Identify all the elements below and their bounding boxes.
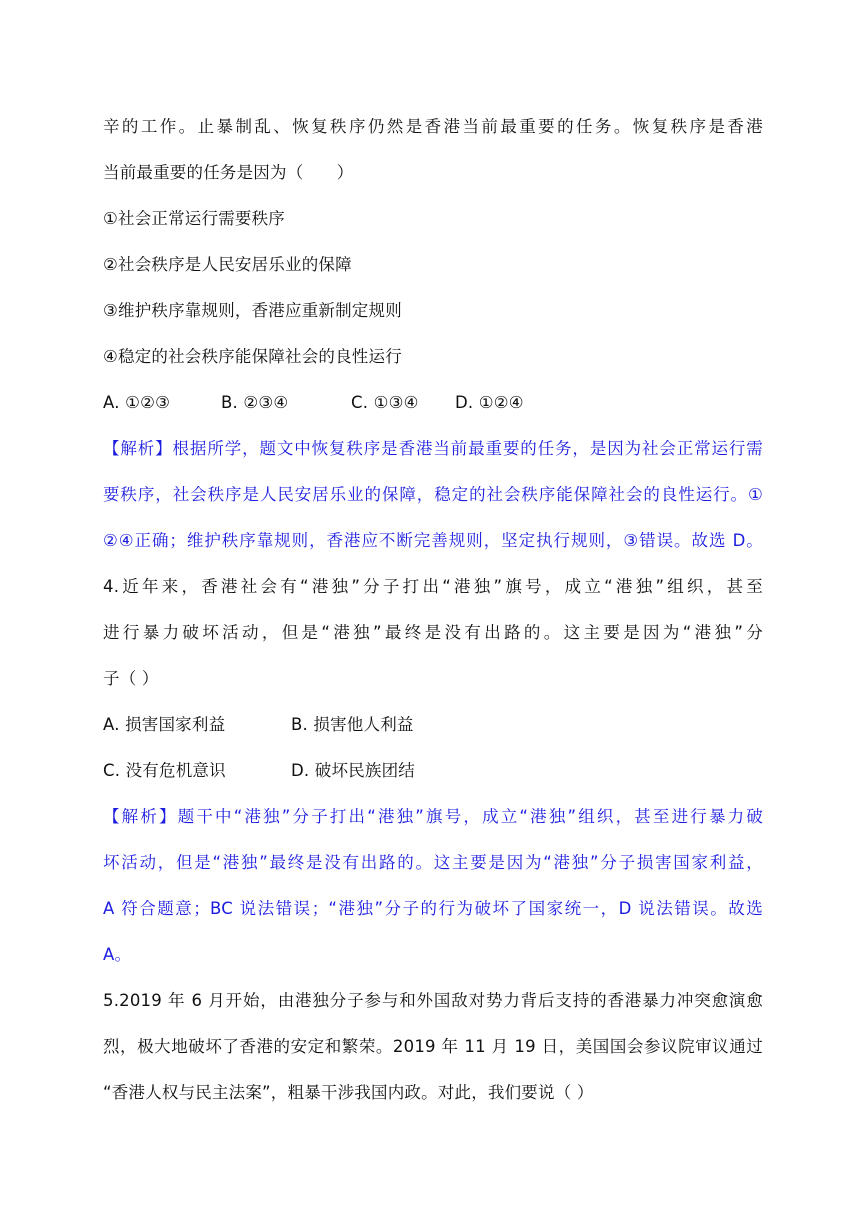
q3-analysis-line-3: ②④正确；维护秩序靠规则，香港应不断完善规则，坚定执行规则，③错误。故选 D。 — [103, 531, 763, 550]
q4-stem-line-3: 子（ ） — [103, 669, 159, 688]
q4-option-b: B. 损害他人利益 — [291, 715, 414, 734]
q3-option-d: D. ①②④ — [455, 393, 524, 412]
q4-stem-line-2: 进行暴力破坏活动，但是“港独”最终是没有出路的。这主要是因为“港独”分 — [103, 623, 763, 642]
q3-option-c: C. ①③④ — [351, 393, 419, 412]
q4-stem-line-1: 4.近年来，香港社会有“港独”分子打出“港独”旗号，成立“港独”组织，甚至 — [103, 577, 763, 596]
q4-analysis-line-1: 【解析】题干中“港独”分子打出“港独”旗号，成立“港独”组织，甚至进行暴力破 — [103, 807, 763, 826]
q4-option-d: D. 破坏民族团结 — [291, 761, 415, 780]
q3-item-4: ④稳定的社会秩序能保障社会的良性运行 — [103, 347, 402, 366]
q4-analysis-line-2: 坏活动，但是“港独”最终是没有出路的。这主要是因为“港独”分子损害国家利益， — [103, 853, 763, 872]
q3-stem-line-1: 辛的工作。止暴制乱、恢复秩序仍然是香港当前最重要的任务。恢复秩序是香港 — [103, 117, 763, 136]
q3-item-3: ③维护秩序靠规则，香港应重新制定规则 — [103, 301, 402, 320]
q3-analysis-line-2: 要秩序，社会秩序是人民安居乐业的保障，稳定的社会秩序能保障社会的良性运行。① — [103, 485, 763, 504]
q5-stem-line-1: 5.2019 年 6 月开始，由港独分子参与和外国敌对势力背后支持的香港暴力冲突愈演愈 — [103, 991, 763, 1010]
q5-stem-line-3: “香港人权与民主法案”，粗暴干涉我国内政。对此，我们要说（ ） — [103, 1083, 594, 1102]
q4-option-c: C. 没有危机意识 — [103, 761, 226, 780]
document-page — [103, 104, 763, 1116]
q4-options-row-1 — [103, 702, 763, 748]
q3-option-a: A. ①②③ — [103, 393, 171, 412]
q3-options-row — [103, 380, 763, 426]
q3-item-2: ②社会秩序是人民安居乐业的保障 — [103, 255, 352, 274]
q4-analysis-line-3: A 符合题意；BC 说法错误；“港独”分子的行为破坏了国家统一，D 说法错误。故选 — [103, 899, 763, 918]
q4-analysis-line-4: A。 — [103, 945, 132, 964]
q4-option-a: A. 损害国家利益 — [103, 715, 226, 734]
q4-options-row-2 — [103, 748, 763, 794]
q3-stem-line-2: 当前最重要的任务是因为（ ） — [103, 163, 354, 182]
q3-item-1: ①社会正常运行需要秩序 — [103, 209, 285, 228]
q5-stem-line-2: 烈，极大地破坏了香港的安定和繁荣。2019 年 11 月 19 日，美国国会参议院审议通过 — [103, 1037, 763, 1056]
q3-option-b: B. ②③④ — [221, 393, 289, 412]
q3-analysis-line-1: 【解析】根据所学，题文中恢复秩序是香港当前最重要的任务，是因为社会正常运行需 — [103, 439, 763, 458]
